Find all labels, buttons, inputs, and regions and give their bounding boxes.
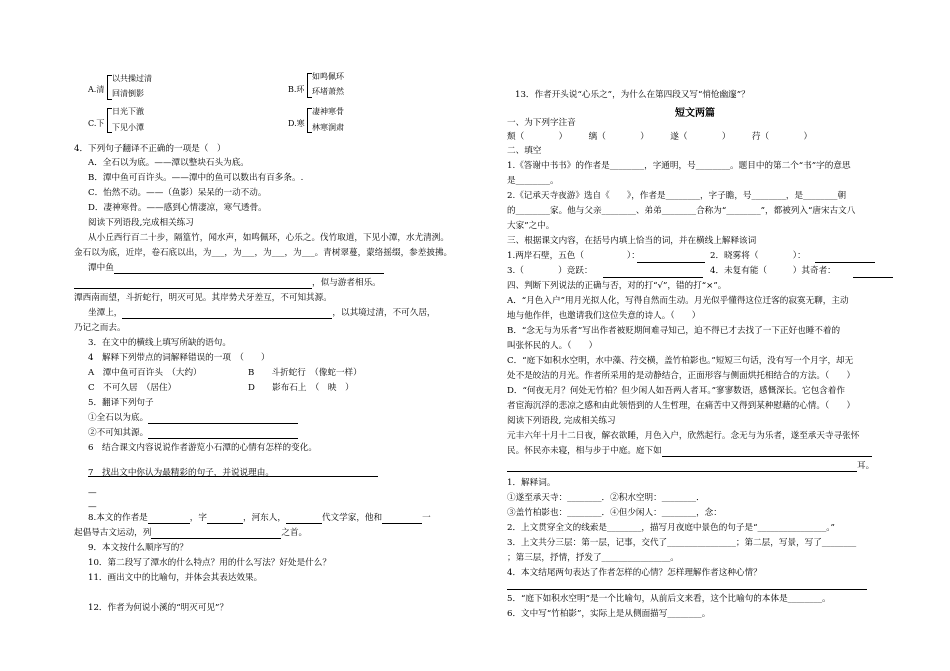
answer-blank[interactable] bbox=[151, 529, 281, 539]
question-4b-option-b: B 斗折蛇行 （像蛇一样） bbox=[248, 368, 362, 378]
option-a-label: A.清 bbox=[88, 85, 105, 94]
passage-line-2: 金石以为底，近岸，卷石底以出，为___，为___，为___，为___。青树翠蔓，蒙络摇缀，参差披拂。 bbox=[74, 248, 453, 258]
question-4b-option-c: C 不可久居 （居住） bbox=[88, 383, 177, 393]
option-a-line1: 以共操过清 bbox=[112, 74, 152, 83]
reading-2-line-3 bbox=[507, 461, 874, 472]
section-1-heading: 一、为下列字注音 bbox=[507, 118, 576, 128]
question-5-item-1 bbox=[88, 413, 298, 424]
passage-line-1: 从小丘西行百二十步，隔篁竹，闻水声，如鸣佩环，心乐之。伐竹取道，下见小潭，水尤清洌。 bbox=[88, 233, 449, 243]
question-4b-option-a: A 潭中鱼可百许头 （大约） bbox=[88, 368, 202, 378]
question-5-item-2 bbox=[88, 428, 298, 439]
question-13: 13．作者开头说“心乐之”，为什么在第四段又写“悄怆幽邃”？ bbox=[515, 90, 750, 100]
k-question-2: 2．上文贯穿全文的线索是________，描写月夜庭中景色的句子是“________________。” bbox=[507, 523, 835, 533]
k-question-1-b: ③盖竹柏影也：________．④但少闲人：________，念： bbox=[507, 508, 722, 518]
option-b-line2: 环堵萧然 bbox=[312, 87, 344, 96]
question-8-part: 之首。 bbox=[281, 528, 308, 538]
fill-1-line-2: 是________。 bbox=[507, 176, 559, 186]
question-4-option-d: D．凄神寒骨。——感到心情凄凉，寒气透骨。 bbox=[88, 203, 267, 213]
option-a-line2: 回清倒影 bbox=[112, 89, 144, 98]
answer-blank[interactable] bbox=[148, 514, 190, 524]
k-question-3-line-1: 3．上文共分三层：第一层，记事，交代了________________；第二层，写景，写了________ bbox=[507, 538, 857, 548]
fill-2-line-2: 的________家。他与父亲________、弟弟________合称为“________”，都被列入“唐宋古文八 bbox=[507, 206, 856, 216]
question-4b-option-d: D 影布石上 （ 映 ） bbox=[248, 383, 354, 393]
answer-blank[interactable] bbox=[114, 264, 384, 274]
answer-blank[interactable] bbox=[74, 279, 312, 289]
answer-blank[interactable] bbox=[382, 514, 422, 524]
dash-mark: — bbox=[88, 502, 97, 512]
question-8-part: 代文学家，他和 bbox=[321, 513, 383, 523]
question-3: 3．在文中的横线上填写所缺的语句。 bbox=[88, 338, 231, 348]
k-question-1: 1．解释词。 bbox=[507, 478, 556, 488]
judge-a-line-2: 地与他作伴，也邀请我们这位失意的诗人。（ ） bbox=[507, 311, 701, 321]
reading-2-line-1: 元丰六年十月十二日夜，解衣欲睡，月色入户，欣然起行。念无与为乐者，遂至承天寺寻张怀 bbox=[507, 431, 860, 441]
section-3-item-3: 3.（ ）竞跃： bbox=[507, 266, 593, 276]
question-8-part: 一 bbox=[422, 513, 431, 523]
option-d-label: D.寒 bbox=[288, 119, 305, 128]
question-8-part: ，字 bbox=[189, 513, 207, 523]
k-question-5: 5．“庭下如积水空明”是一个比喻句，从前后文来看，这个比喻句的本体是________。 bbox=[507, 594, 831, 604]
reading-2-line-3-end: 耳。 bbox=[857, 461, 875, 471]
answer-line[interactable] bbox=[637, 262, 705, 263]
question-12: 12．作者为何说小溪的“明灭可见”？ bbox=[88, 603, 229, 613]
right-column bbox=[475, 0, 950, 671]
judge-b-line-1: B．“念无与为乐者”写出作者被贬期间难寻知己，迫不得已才去找了一下正好也睡不着的 bbox=[507, 326, 841, 336]
fill-2-line-1: 2.《记承天寺夜游》选自《 》，作者是________，字子瞻，号________，是________朝 bbox=[507, 191, 847, 201]
section-3-item-4: 4．未复有能（ ）其奇者： bbox=[710, 266, 836, 276]
k-question-1-a: ①遂至承天寺：________．②积水空明：________． bbox=[507, 493, 705, 503]
option-d-line1: 凄神寒骨 bbox=[312, 107, 344, 116]
judge-a-line-1: A．“月色入户”用月光拟人化，写得自然而生动。月光似乎懂得这位迁客的寂寞无聊，主动 bbox=[507, 296, 849, 306]
option-c-label: C.下 bbox=[88, 119, 105, 128]
question-8-cont bbox=[74, 528, 307, 539]
section-title: 短文两篇 bbox=[675, 108, 715, 119]
answer-line[interactable] bbox=[853, 277, 893, 278]
option-c-line1: 日光下澈 bbox=[112, 107, 144, 116]
answer-line[interactable] bbox=[603, 277, 703, 278]
k-question-4: 4．本文结尾两句表达了作者怎样的心情？怎样理解作者这种心情？ bbox=[507, 568, 762, 578]
question-8-part: 起倡导古文运动，列 bbox=[74, 528, 152, 538]
question-6: 6 结合课文内容说说作者游览小石潭的心情有怎样的变化。 bbox=[88, 443, 317, 453]
passage-line-5 bbox=[88, 308, 436, 319]
answer-blank[interactable] bbox=[507, 462, 857, 472]
reading-2-instruction: 阅读下列语段, 完成相关练习 bbox=[507, 416, 616, 426]
question-5-item-2-text: ②不可知其源。 bbox=[88, 428, 149, 438]
passage-line-4: 潭西南而望，斗折蛇行，明灭可见。其岸势犬牙差互，不可知其源。 bbox=[74, 293, 332, 303]
pinyin-items: 颓（ ） 缡（ ） 遂（ ） 荇（ ） bbox=[507, 132, 813, 142]
question-11: 11．画出文中的比喻句，并体会其表达效果。 bbox=[88, 573, 263, 583]
answer-line[interactable] bbox=[815, 262, 875, 263]
passage-line-3-end: ，似与游者相乐。 bbox=[312, 278, 381, 288]
question-7: 7 找出文中你认为最精彩的句子，并说说理由。 bbox=[88, 468, 274, 478]
judge-c-line-2: 处不是皎洁的月光。作者所采用的是动静结合，正面形容与侧面烘托相结合的方法。（ ） bbox=[507, 371, 856, 381]
passage-line-3 bbox=[88, 263, 384, 274]
judge-b-line-2: 叫张怀民的人。（ ） bbox=[507, 341, 598, 351]
judge-c-line-1: C．“庭下如积水空明，水中藻、荇交横，盖竹柏影也。”短短三句话，没有写一个月字，却无 bbox=[507, 356, 854, 366]
k-question-6: 6．文中写“竹柏影”，实际上是从侧面描写________。 bbox=[507, 609, 711, 619]
answer-blank[interactable] bbox=[207, 514, 243, 524]
option-d-line2: 林寒涧肃 bbox=[312, 123, 344, 132]
passage-line-6: 乃记之而去。 bbox=[74, 323, 126, 333]
option-b-line1: 如鸣佩环 bbox=[312, 72, 344, 81]
question-4-option-c: C．怡然不动。——（鱼影）呆呆的一动不动。 bbox=[88, 188, 267, 198]
reading-2-line-2-text: 民。怀民亦未寝，相与步于中庭。庭下如 bbox=[507, 446, 662, 456]
option-b-label: B.环 bbox=[288, 85, 305, 94]
passage-line-3-start: 潭中鱼 bbox=[88, 263, 114, 273]
fill-1-line-1: 1.《答谢中书书》的作者是________，字通明，号________。题目中的第二个“书”字的意思 bbox=[507, 161, 851, 171]
question-8-part: 8.本文的作者是 bbox=[88, 513, 148, 523]
question-4: 4．下列句子翻译不正确的一项是（ ） bbox=[74, 144, 226, 154]
section-3-item-1: 1.两岸石壁，五色（ ）： bbox=[507, 251, 640, 261]
judge-d-line-2: 者宦海沉浮的悲凉之感和由此领悟到的人生哲理，在痛苦中又得到某种慰藉的心情。（ ） bbox=[507, 401, 856, 411]
question-8 bbox=[88, 513, 431, 524]
answer-blank[interactable] bbox=[286, 514, 322, 524]
section-3-heading: 三、根据课文内容，在括号内填上恰当的词，并在横线上解释该词 bbox=[507, 236, 757, 246]
k-question-3-line-2: ；第三层，抒情，抒发了________________。 bbox=[507, 553, 679, 563]
answer-blank[interactable] bbox=[148, 414, 298, 424]
question-10: 10．第二段写了潭水的什么特点？用的什么写法？好处是什么？ bbox=[88, 558, 331, 568]
question-9: 9．本文按什么顺序写的？ bbox=[88, 543, 188, 553]
passage-line-5-end: ，以其境过清，不可久居， bbox=[332, 308, 436, 318]
question-8-part: ，河东人， bbox=[242, 513, 286, 523]
question-4-option-a: A．全石以为底。——潭以整块石头为底。 bbox=[88, 158, 249, 168]
answer-blank[interactable] bbox=[148, 429, 298, 439]
question-4-option-b: B．潭中鱼可百许头。——潭中的鱼可以数出有百多条。. bbox=[88, 173, 304, 183]
section-3-item-2: 2．晓雾将（ ）： bbox=[710, 251, 806, 261]
answer-line[interactable] bbox=[507, 589, 867, 590]
question-5-item-1-text: ①全石以为底。 bbox=[88, 413, 149, 423]
answer-blank[interactable] bbox=[662, 447, 872, 457]
option-c-line2: 下见小潭 bbox=[112, 123, 144, 132]
answer-blank[interactable] bbox=[122, 309, 332, 319]
fill-2-line-3: 大家”之中。 bbox=[507, 221, 555, 231]
question-4b: 4 解释下列带点的词解释错误的一项 （ ） bbox=[88, 353, 270, 363]
dash-mark: — bbox=[88, 488, 97, 498]
reading-2-line-2 bbox=[507, 446, 872, 457]
passage-line-3-cont bbox=[74, 278, 381, 289]
passage-line-5-start: 坐潭上， bbox=[88, 308, 123, 318]
judge-d-line-1: D．“何夜无月？何处无竹柏？但少闲人如吾两人者耳。”寥寥数语，感慨深长。它包含着作 bbox=[507, 386, 845, 396]
reading-instruction: 阅读下列语段,完成相关练习 bbox=[88, 218, 194, 228]
section-4-heading: 四、判断下列说法的正确与否，对的打“√”，错的打“×”。 bbox=[507, 281, 727, 291]
question-5: 5．翻译下列句子 bbox=[88, 398, 154, 408]
section-2-heading: 二、填空 bbox=[507, 146, 542, 156]
